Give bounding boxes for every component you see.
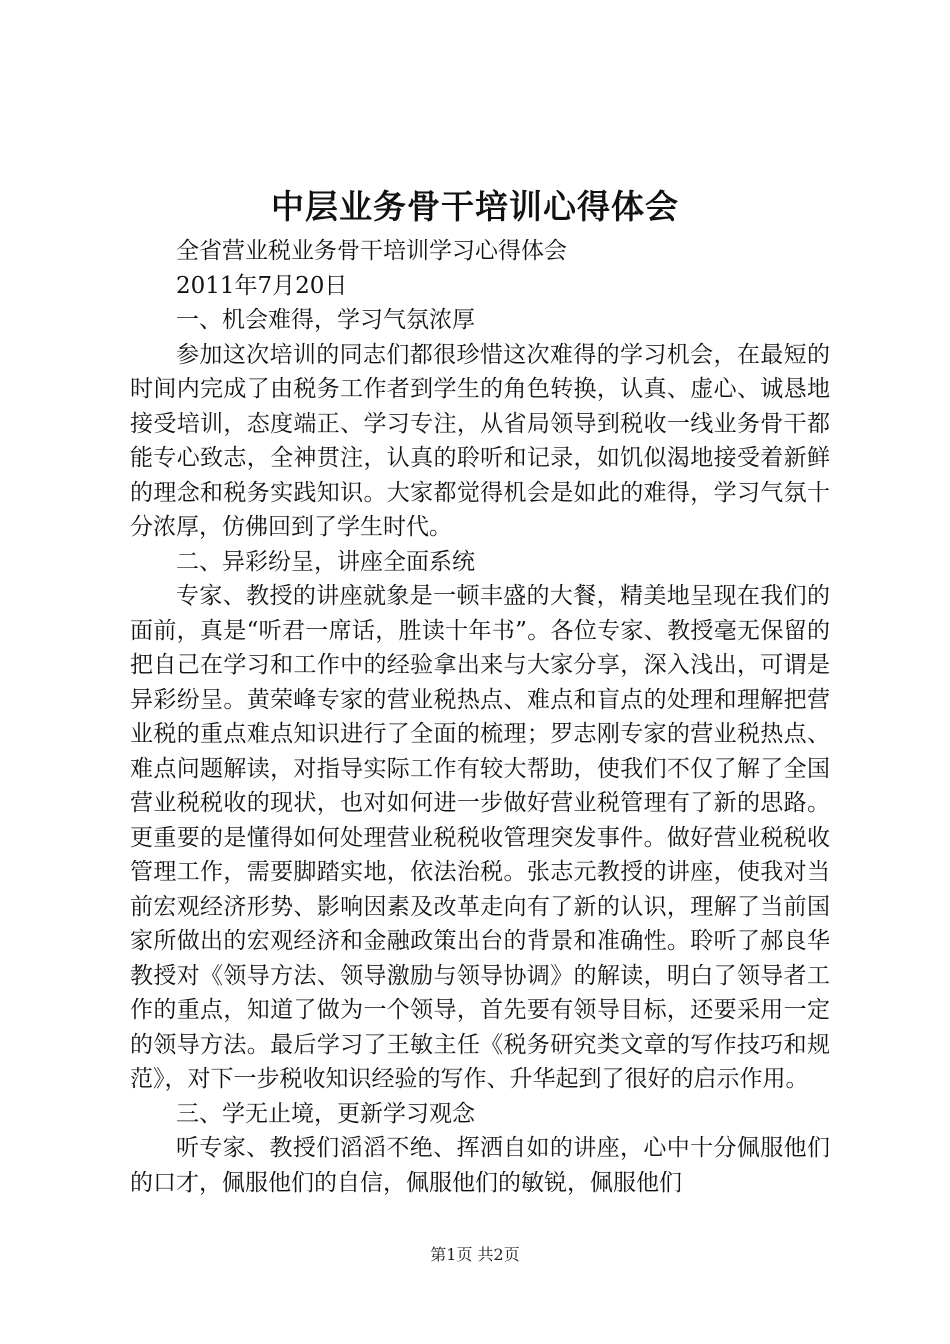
body-paragraph-1: 参加这次培训的同志们都很珍惜这次难得的学习机会，在最短的时间内完成了由税务工作者到学生的角色转换，认真、虚心、诚恳地接受培训，态度端正、学习专注，从省局领导到税收一线业务骨干都能专心致志，全神贯注，认真的聆听和记录，如饥似渴地接受着新鲜的理念和税务实践知识。大家都觉得机会是如此的难得，学习气氛十分浓厚，仿佛回到了学生时代。 <box>130 341 830 540</box>
body-paragraph-2: 专家、教授的讲座就象是一顿丰盛的大餐，精美地呈现在我们的面前，真是“听君一席话，胜读十年书”。各位专家、教授毫无保留的把自己在学习和工作中的经验拿出来与大家分享，深入浅出，可谓是异彩纷呈。黄荣峰专家的营业税热点、难点和盲点的处理和理解把营业税的重点难点知识进行了全面的梳理；罗志刚专家的营业税热点、难点问题解读，对指导实际工作有较大帮助，使我们不仅了解了全国营业税税收的现状，也对如何进一步做好营业税管理有了新的思路。更重要的是懂得如何处理营业税税收管理突发事件。做好营业税税收管理工作，需要脚踏实地，依法治税。张志元教授的讲座，使我对当前宏观经济形势、影响因素及改革走向有了新的认识，理解了当前国家所做出的宏观经济和金融政策出台的背景和准确性。聆听了郝良华教授对《领导方法、领导激励与领导协调》的解读，明白了领导者工作的重点，知道了做为一个领导，首先要有领导目标，还要采用一定的领导方法。最后学习了王敏主任《税务研究类文章的写作技巧和规范》，对下一步税收知识经验的写作、升华起到了很好的启示作用。 <box>130 583 830 1092</box>
section-heading-3: 三、学无止境，更新学习观念 <box>176 1100 475 1127</box>
section-heading-2: 二、异彩纷呈，讲座全面系统 <box>176 548 475 575</box>
document-body <box>130 234 830 1200</box>
section-heading-1: 一、机会难得，学习气氛浓厚 <box>176 307 475 333</box>
document-title: 中层业务骨干培训心得体会 <box>271 187 679 226</box>
page-footer: 第1页 共2页 <box>430 1245 520 1264</box>
subtitle-paragraph: 全省营业税业务骨干培训学习心得体会 <box>176 238 567 264</box>
body-paragraph-3: 听专家、教授们滔滔不绝、挥洒自如的讲座，心中十分佩服他们的口才，佩服他们的自信，佩服他们的敏锐，佩服他们 <box>130 1135 830 1196</box>
date-paragraph: 2011年7月20日 <box>176 272 348 299</box>
